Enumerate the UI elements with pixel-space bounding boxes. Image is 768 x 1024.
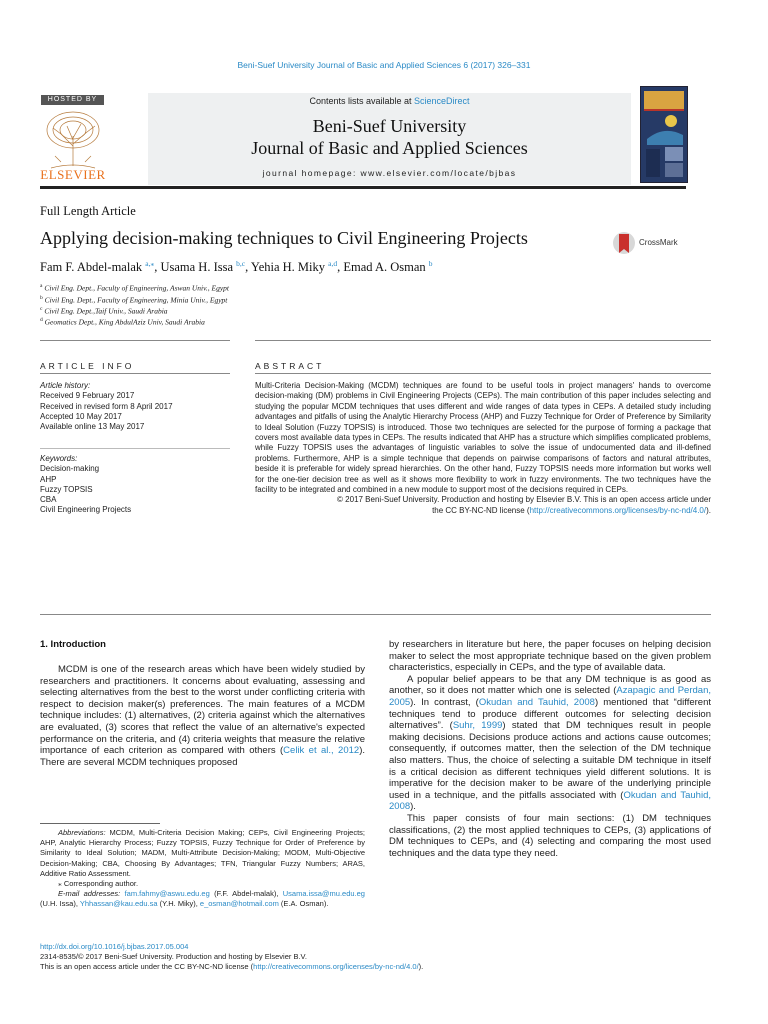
author-affiliation-marks[interactable]: a,⁎ <box>145 259 155 268</box>
affiliation-text: Civil Eng. Dept.,Taif Univ., Saudi Arabia <box>44 306 168 316</box>
affiliation-text: Civil Eng. Dept., Faculty of Engineering, Aswan Univ., Egypt <box>44 283 230 293</box>
author-affiliation-marks[interactable]: b,c <box>236 259 246 268</box>
left-column <box>40 664 365 768</box>
open-access-prefix: This is an open access article under the CC BY-NC-ND license ( <box>40 962 254 971</box>
affiliation <box>40 283 229 293</box>
email-link[interactable]: Usama.issa@mu.edu.eg <box>282 889 365 899</box>
keywords <box>40 454 225 516</box>
affiliation-mark: c <box>40 306 43 312</box>
affiliation <box>40 295 227 305</box>
keyword: AHP <box>40 474 57 484</box>
homepage-url[interactable]: www.elsevier.com/locate/bjbas <box>360 168 517 178</box>
affiliation-text: Civil Eng. Dept., Faculty of Engineering, Minia Univ., Egypt <box>44 295 228 305</box>
affiliation <box>40 317 205 327</box>
paragraph-text: ). <box>410 801 416 813</box>
keywords-label: Keywords: <box>40 454 78 463</box>
footnotes <box>40 828 365 910</box>
affiliation <box>40 306 168 316</box>
abstract-body <box>255 381 711 516</box>
paragraph-text: MCDM is one of the research areas which have been widely studied by researchers and practitioners. It concerns about evaluating, assessing and selecting alternatives from the best to the worst under conflicting criteria with respect to decision maker(s) preferences. The main features of a MCDM technique includes: (1) alternatives, (2) criteria against which the alternatives are evaluated, (3) scores that reflect the value of an alternative's expected performance on the criteria, and (4) criteria weights that measure the relative importance of each criterion as compared with others ( <box>40 664 365 757</box>
author-list: Fam F. Abdel-malak $^{a,⁎}$, Usama H. Issa $^{b,c}$, Yehia H. Miky $^{a,d}$, Emad A. Osman $^b$ <box>40 259 433 275</box>
citation-link[interactable]: Okudan and Tauhid, 2008 <box>478 696 595 708</box>
abstract-copyright <box>255 495 711 516</box>
email-label: E-mail addresses: <box>58 889 121 899</box>
history-received: Received 9 February 2017 <box>40 391 135 401</box>
abbreviations-note <box>40 828 365 879</box>
article-info-rule <box>40 373 230 374</box>
abstract-rule-top <box>255 340 711 341</box>
abstract-text: Multi-Criteria Decision-Making (MCDM) techniques are found to be useful tools in project managers' hands to overcome decision-making (DM) problems in Civil Engineering Projects (CEPs). The main contribution of this paper includes selecting and studying the popular MCDM techniques that uses different and wide ranges of data types in CEPs. A detailed study including advantages and pitfalls of using the Analytic Hierarchy Process (AHP) and Fuzzy Technique for Order of Preference by Similarity to Ideal Solution (Fuzzy TOPSIS) is introduced. Those two techniques are selected for the purpose of forming a package that covers most available data types in CEPs. The results indicated that AHP has a structure which simplifies complicated problems, while Fuzzy TOPSIS uses the advantages of linguistic variables to solve the issue of undocumented data and ill-defined problems. Furthermore, AHP is a simple technique that depends on pairwise comparisons of factors and natural attributes, beside it is preferable for widely spread hierarchies. On the other hand, Fuzzy TOPSIS needs more information but works well for the one-tier decision tree as well as it shows more flexibility to work in fuzzy environments. The two techniques have the facility to be integrated and combined in a new module to support most of the decisions required in CEPs. <box>255 381 711 495</box>
crossmark-badge[interactable] <box>612 230 692 260</box>
abbreviations-label: Abbreviations: <box>58 828 106 837</box>
doi-link[interactable]: http://dx.doi.org/10.1016/j.bjbas.2017.05.004 <box>40 942 189 951</box>
affiliation-mark: d <box>40 317 43 323</box>
contents-prefix: Contents lists available at <box>309 96 415 106</box>
author-name[interactable]: Fam F. Abdel-malak <box>40 260 143 275</box>
email-link[interactable]: e_osman@hotmail.com <box>199 899 279 909</box>
crossmark-icon <box>612 230 636 258</box>
paragraph: This paper consists of four main sections: (1) DM techniques classifications, (2) the most applied techniques to CEPs, (3) applications of DM techniques to CEPs, and (4) selecting and comparing the most used techniques and the data type they need. <box>389 812 711 859</box>
keyword: Fuzzy TOPSIS <box>40 484 93 494</box>
article-type: Full Length Article <box>40 204 136 218</box>
issn-line: 2314-8535/© 2017 Beni-Suef University. Production and hosting by Elsevier B.V. <box>40 952 307 961</box>
hosted-by-label: HOSTED BY <box>41 95 104 105</box>
open-access-suffix: ). <box>418 962 424 971</box>
email-link[interactable]: fam.fahmy@aswu.edu.eg <box>124 889 210 899</box>
journal-name-line1: Beni-Suef University <box>312 116 467 136</box>
masthead-rule <box>40 186 686 189</box>
article-title: Applying decision-making techniques to Civil Engineering Projects <box>40 228 528 248</box>
footnote-rule <box>40 823 160 824</box>
license-prefix: the CC BY-NC-ND license ( <box>432 505 530 515</box>
affiliation-mark: b <box>40 295 43 301</box>
paragraph <box>389 674 711 813</box>
author-name[interactable]: Yehia H. Miky <box>250 260 326 275</box>
article-info-heading: ARTICLE INFO <box>40 361 135 371</box>
right-column <box>389 639 711 859</box>
section-heading-introduction: 1. Introduction <box>40 639 106 650</box>
article-history <box>40 381 225 432</box>
author-affiliation-marks[interactable]: b <box>428 259 433 268</box>
email-owner: (F.F. Abdel-malak), <box>209 889 283 899</box>
email-owner: (E.A. Osman). <box>278 899 329 909</box>
paragraph: by researchers in literature but here, the paper focuses on helping decision maker to select the most appropriate technique based on the given problem characteristics, especially in CEPs, and the type of available data. <box>389 639 711 674</box>
citation-link[interactable]: Suhr, 1999 <box>452 720 503 732</box>
affiliation-mark: a <box>40 283 43 289</box>
copyright-line: © 2017 Beni-Suef University. Production and hosting by Elsevier B.V. This is an open access article under <box>337 495 711 505</box>
contents-line <box>148 96 631 106</box>
paragraph-text: ). There are several MCDM techniques proposed <box>40 745 365 768</box>
homepage-prefix: journal homepage: <box>262 168 361 178</box>
keywords-rule <box>40 448 230 449</box>
paragraph-text: A popular belief appears to be that any DM technique is as good as another, so it does not matter which one is selected ( <box>389 673 711 697</box>
journal-homepage <box>148 168 631 178</box>
author-name[interactable]: Emad A. Osman <box>343 260 426 275</box>
citation-link[interactable]: Celik et al., 2012 <box>283 745 360 757</box>
page-footer <box>40 942 740 972</box>
history-online: Available online 13 May 2017 <box>40 422 145 432</box>
paragraph-text: ) mentioned that “different techniques tend to produce different outcomes for selecting decision alternatives”. ( <box>389 696 711 732</box>
journal-name <box>148 115 631 159</box>
license-link[interactable]: http://creativecommons.org/licenses/by-nc-nd/4.0/ <box>253 962 419 971</box>
running-head[interactable]: Beni-Suef University Journal of Basic and Applied Sciences 6 (2017) 326–331 <box>237 60 531 70</box>
email-link[interactable]: Yhhassan@kau.edu.sa <box>79 899 158 909</box>
history-label: Article history: <box>40 381 91 390</box>
citation-link[interactable]: Okudan and Tauhid, 2008 <box>389 789 711 813</box>
journal-name-line2: Journal of Basic and Applied Sciences <box>251 138 528 158</box>
paragraph-text: ) stated that DM techniques result in people making decisions. Decisions produce actions and actions cause outcomes; consequently, if outcomes matter, then the selection of the DM technique also matters. Thus, the choice of selecting a suitable DM technique in itself is a critical decision as different techniques yield different solutions. It is imperative for the decision maker to be aware of the underlying principle used in a technique, and the pitfalls associated with ( <box>389 720 711 801</box>
crossmark-label: CrossMark <box>639 238 678 247</box>
elsevier-wordmark[interactable]: ELSEVIER <box>40 167 106 182</box>
history-revised: Received in revised form 8 April 2017 <box>40 401 173 411</box>
history-accepted: Accepted 10 May 2017 <box>40 411 122 421</box>
journal-cover-image[interactable] <box>640 86 688 183</box>
email-owner: (Y.H. Miky), <box>157 899 200 909</box>
keyword: Civil Engineering Projects <box>40 505 132 515</box>
corresponding-author-note: ⁎ Corresponding author. <box>58 879 139 889</box>
affiliation-text: Geomatics Dept., King AbdulAziz Univ, Saudi Arabia <box>44 317 205 327</box>
abstract-rule-bottom <box>40 614 711 615</box>
article-info-rule-top <box>40 340 230 341</box>
keyword: Decision-making <box>40 464 100 474</box>
keyword: CBA <box>40 495 57 505</box>
author-affiliation-marks[interactable]: a,d <box>328 259 338 268</box>
paragraph-text: ). In contrast, ( <box>410 696 479 708</box>
author-name[interactable]: Usama H. Issa <box>160 260 234 275</box>
license-suffix: ). <box>706 505 711 515</box>
abstract-heading: ABSTRACT <box>255 361 325 371</box>
abstract-rule <box>255 373 711 374</box>
sciencedirect-link[interactable]: ScienceDirect <box>414 96 470 106</box>
license-link[interactable]: http://creativecommons.org/licenses/by-nc-nd/4.0/ <box>529 505 707 515</box>
abbreviations-text: MCDM, Multi-Criteria Decision Making; CEPs, Civil Engineering Projects; AHP, Analytic Hierarchy Process; Fuzzy TOPSIS, Fuzzy Technique for Order of Preference by Similarity to Ideal Solution; MADM, Multi-Attribute Decision-Making; MODM, Multi-Objective Decision-Making; CBA, Choosing By Advantages; TFN, Triangular Fuzzy Numbers; ARAS, Additive Ratio Assessment. <box>40 828 365 878</box>
open-access-line <box>40 962 740 972</box>
citation-link[interactable]: Azapagic and Perdan, 2005 <box>389 685 711 708</box>
email-note <box>40 889 365 909</box>
email-owner: (U.H. Issa), <box>40 899 80 909</box>
paragraph <box>40 664 365 768</box>
